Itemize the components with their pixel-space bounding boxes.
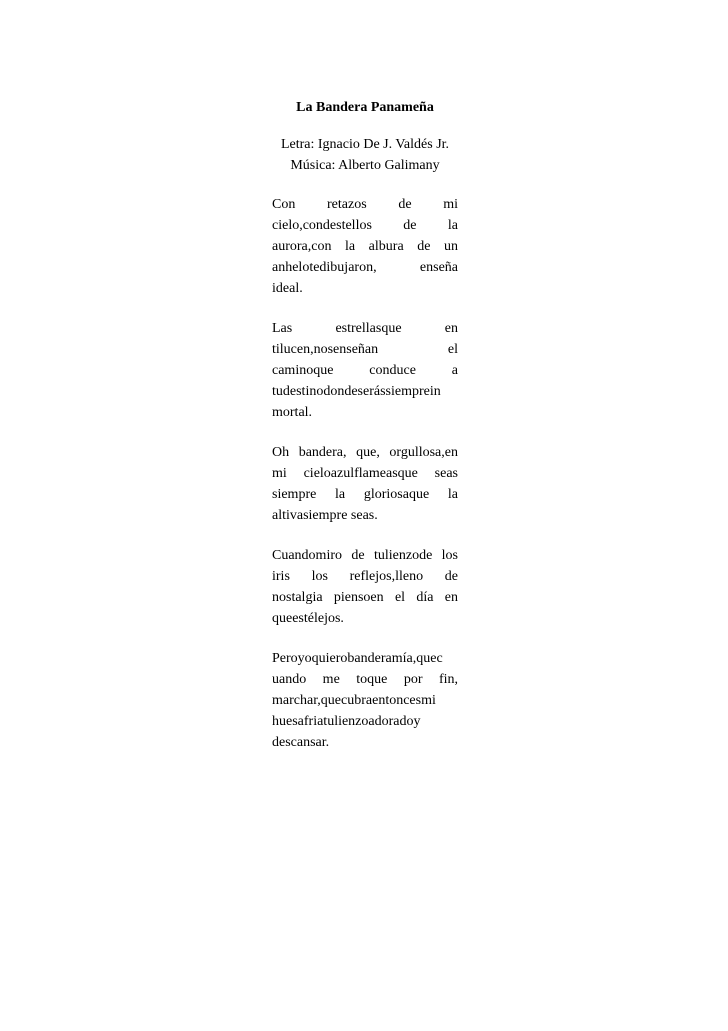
verse-line: Peroyoquierobanderamía,quec [272, 651, 443, 666]
verse-line: queestélejos. [272, 611, 344, 626]
verse-line: ideal. [272, 281, 303, 296]
verse-line: mortal. [272, 405, 313, 420]
verse-line: descansar. [272, 735, 330, 750]
verse-line: Las estrellasque en [272, 321, 458, 336]
verse-line: mi cieloazulflameasque seas [272, 466, 458, 481]
verse-line: aurora,con la albura de un [272, 239, 458, 254]
verse-line: marchar,quecubraentoncesmi [272, 693, 436, 708]
verse-line: huesafriatulienzoadoradoy [272, 714, 421, 729]
verse-line: cielo,condestellos de la [272, 218, 458, 233]
verse-line: altivasiempre seas. [272, 508, 378, 523]
verse-line: iris los reflejos,lleno de [272, 569, 458, 584]
verse-1 [272, 194, 458, 299]
verse-line: tilucen,nosenseñan el [272, 342, 458, 357]
verse-line: siempre la gloriosaque la [272, 487, 458, 502]
verse-line: nostalgia piensoen el día en [272, 590, 458, 605]
verse-2 [272, 318, 458, 423]
verse-line: Con retazos de mi [272, 197, 458, 212]
verse-line: caminoque conduce a [272, 363, 458, 378]
verse-4 [272, 545, 458, 629]
lyrics-credit: Letra: Ignacio De J. Valdés Jr. [280, 137, 450, 152]
poem-title: La Bandera Panameña [296, 100, 434, 115]
verse-line: anhelotedibujaron, enseña [272, 260, 458, 275]
verse-line: uando me toque por fin, [272, 672, 458, 687]
verse-5 [272, 648, 458, 753]
poem-column [272, 98, 458, 772]
verse-3 [272, 442, 458, 526]
verse-line: Oh bandera, que, orgullosa,en [272, 445, 458, 460]
verse-line: tudestinodondeserássiemprein [272, 384, 441, 399]
music-credit: Música: Alberto Galimany [290, 158, 440, 173]
verse-line: Cuandomiro de tulienzode los [272, 548, 458, 563]
poem-credits [272, 134, 458, 176]
